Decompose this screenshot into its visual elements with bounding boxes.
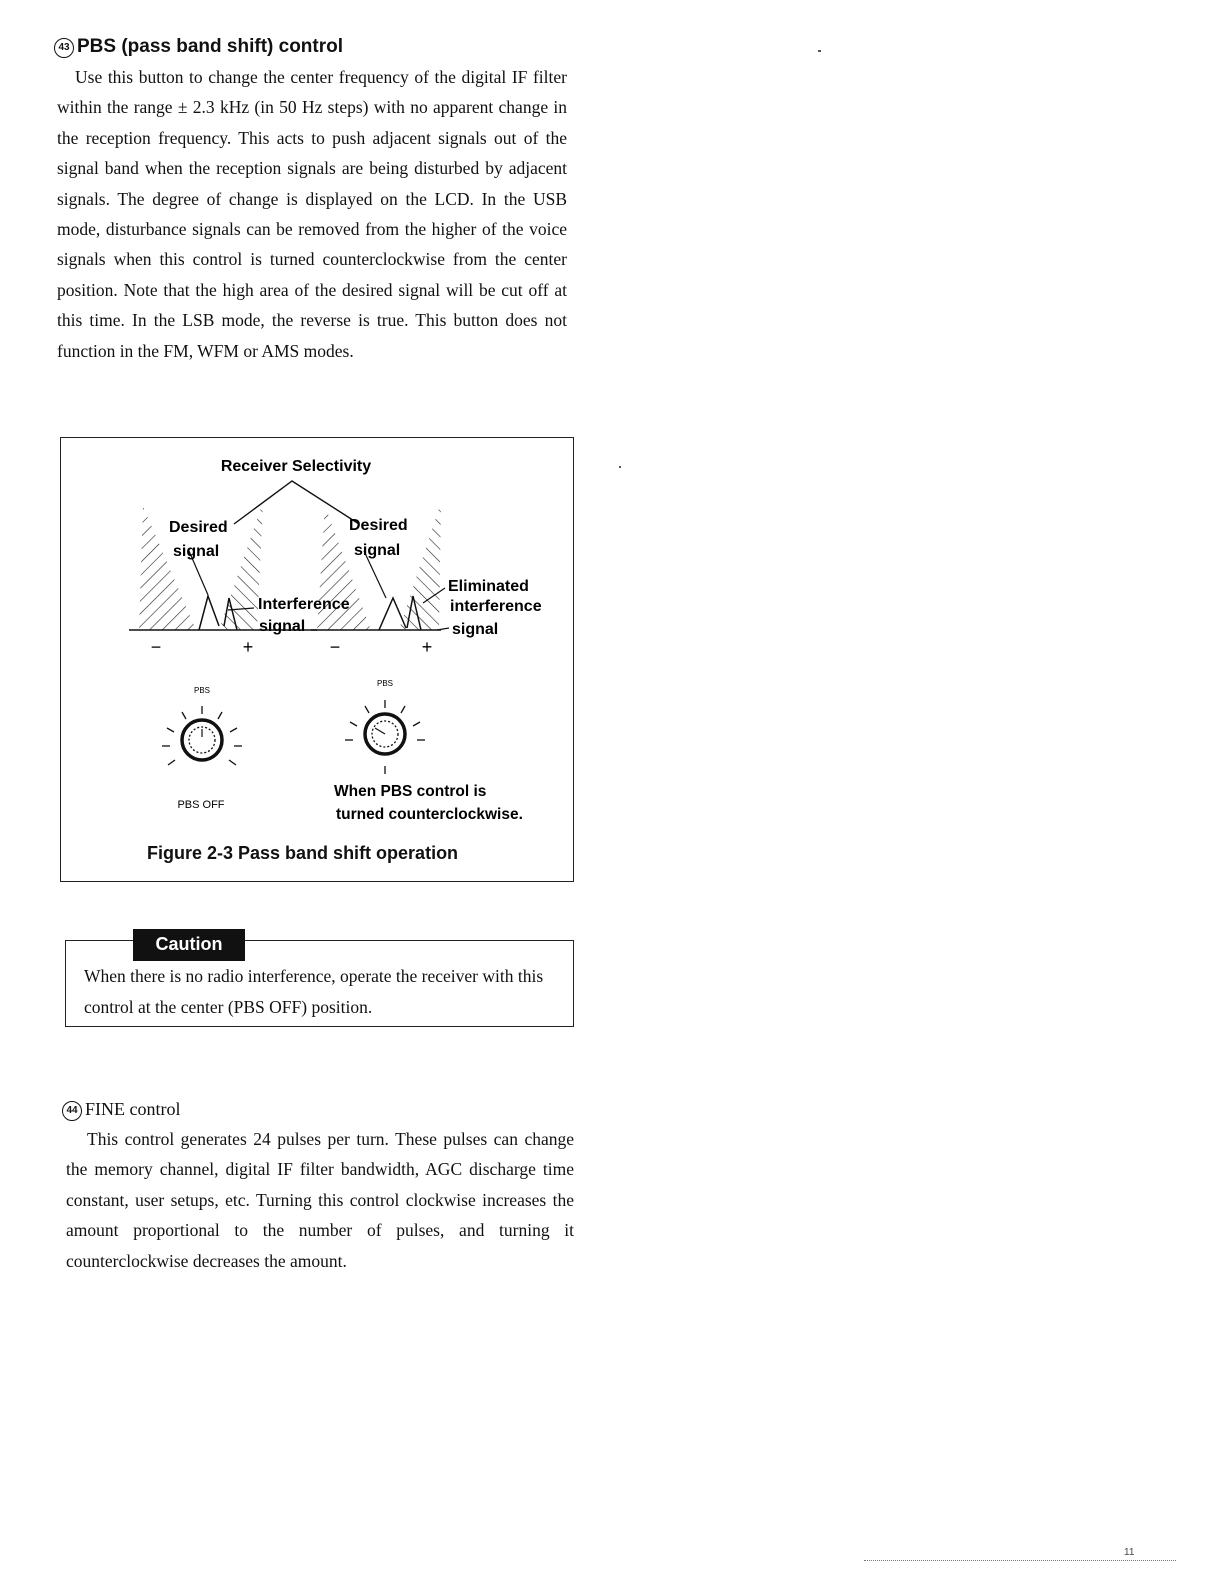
fine-body: This control generates 24 pulses per turn. These pulses can change the memory channel, digital IF filter bandwidth, AGC discharge time constant, user setups, etc. Turning this control clockwise increases the amount proportional to the number of pulses, and turning it counterclockwise decreases the amount. bbox=[66, 1129, 574, 1271]
fine-heading bbox=[62, 1099, 180, 1121]
scan-speck bbox=[818, 50, 821, 52]
left-desired-peak bbox=[199, 596, 219, 630]
pbs-heading bbox=[54, 36, 343, 58]
pbs-off-label: PBS OFF bbox=[177, 799, 225, 811]
left-knob-label: PBS bbox=[193, 686, 211, 695]
receiver-selectivity-title: Receiver Selectivity bbox=[220, 458, 372, 475]
eliminated-label: Eliminated bbox=[448, 578, 529, 595]
right-desired-label: Desired bbox=[349, 517, 408, 534]
scan-speck bbox=[619, 466, 621, 468]
pbs-knob-center bbox=[162, 686, 242, 765]
ccw-note-line1: When PBS control is bbox=[334, 783, 487, 800]
right-selectivity-graph bbox=[311, 502, 449, 657]
right-plus: + bbox=[421, 637, 433, 657]
figure-box bbox=[60, 437, 574, 882]
section-number-badge: 44 bbox=[62, 1101, 82, 1121]
selectivity-curve bbox=[234, 481, 359, 524]
scan-bottom-edge bbox=[864, 1560, 1176, 1562]
interference-label: Interference bbox=[258, 596, 350, 613]
caution-tag: Caution bbox=[133, 929, 245, 961]
left-plus: + bbox=[242, 637, 254, 657]
fine-title: FINE control bbox=[85, 1099, 181, 1119]
right-knob-label: PBS bbox=[376, 679, 394, 688]
pbs-diagram bbox=[61, 438, 575, 883]
left-desired-label: Desired bbox=[169, 519, 228, 536]
page-number: 11 bbox=[1124, 1547, 1135, 1558]
right-minus: − bbox=[329, 637, 341, 657]
caution-text: When there is no radio interference, operate the receiver with this control at the center (PBS OFF) position. bbox=[84, 966, 544, 1017]
interference-signal-label: signal bbox=[259, 618, 306, 635]
pbs-body: Use this button to change the center frequency of the digital IF filter within the range ± 2.3 kHz (in 50 Hz steps) with no apparent change in the reception frequency. This acts to push adjacent signals out of the signal band when the reception signals are being disturbed by adjacent signals. The degree of change is displayed on the LCD. In the USB mode, disturbance signals can be removed from the higher of the voice signals when this control is turned counterclockwise from the center position. Note that the high area of the desired signal will be cut off at this time. In the LSB mode, the reverse is true. This button does not function in the FM, WFM or AMS modes. bbox=[57, 67, 567, 361]
right-signal-label: signal bbox=[354, 542, 401, 559]
pbs-knob-ccw bbox=[345, 679, 425, 774]
pbs-title: PBS (pass band shift) control bbox=[77, 36, 344, 57]
section-number-badge: 43 bbox=[54, 38, 74, 58]
eliminated-signal-label: signal bbox=[452, 621, 499, 638]
left-signal-label: signal bbox=[173, 543, 220, 560]
figure-caption: Figure 2-3 Pass band shift operation bbox=[147, 843, 459, 863]
ccw-note-line2: turned counterclockwise. bbox=[336, 806, 523, 823]
eliminated-interference-label: interference bbox=[450, 598, 542, 615]
left-minus: − bbox=[150, 637, 162, 657]
